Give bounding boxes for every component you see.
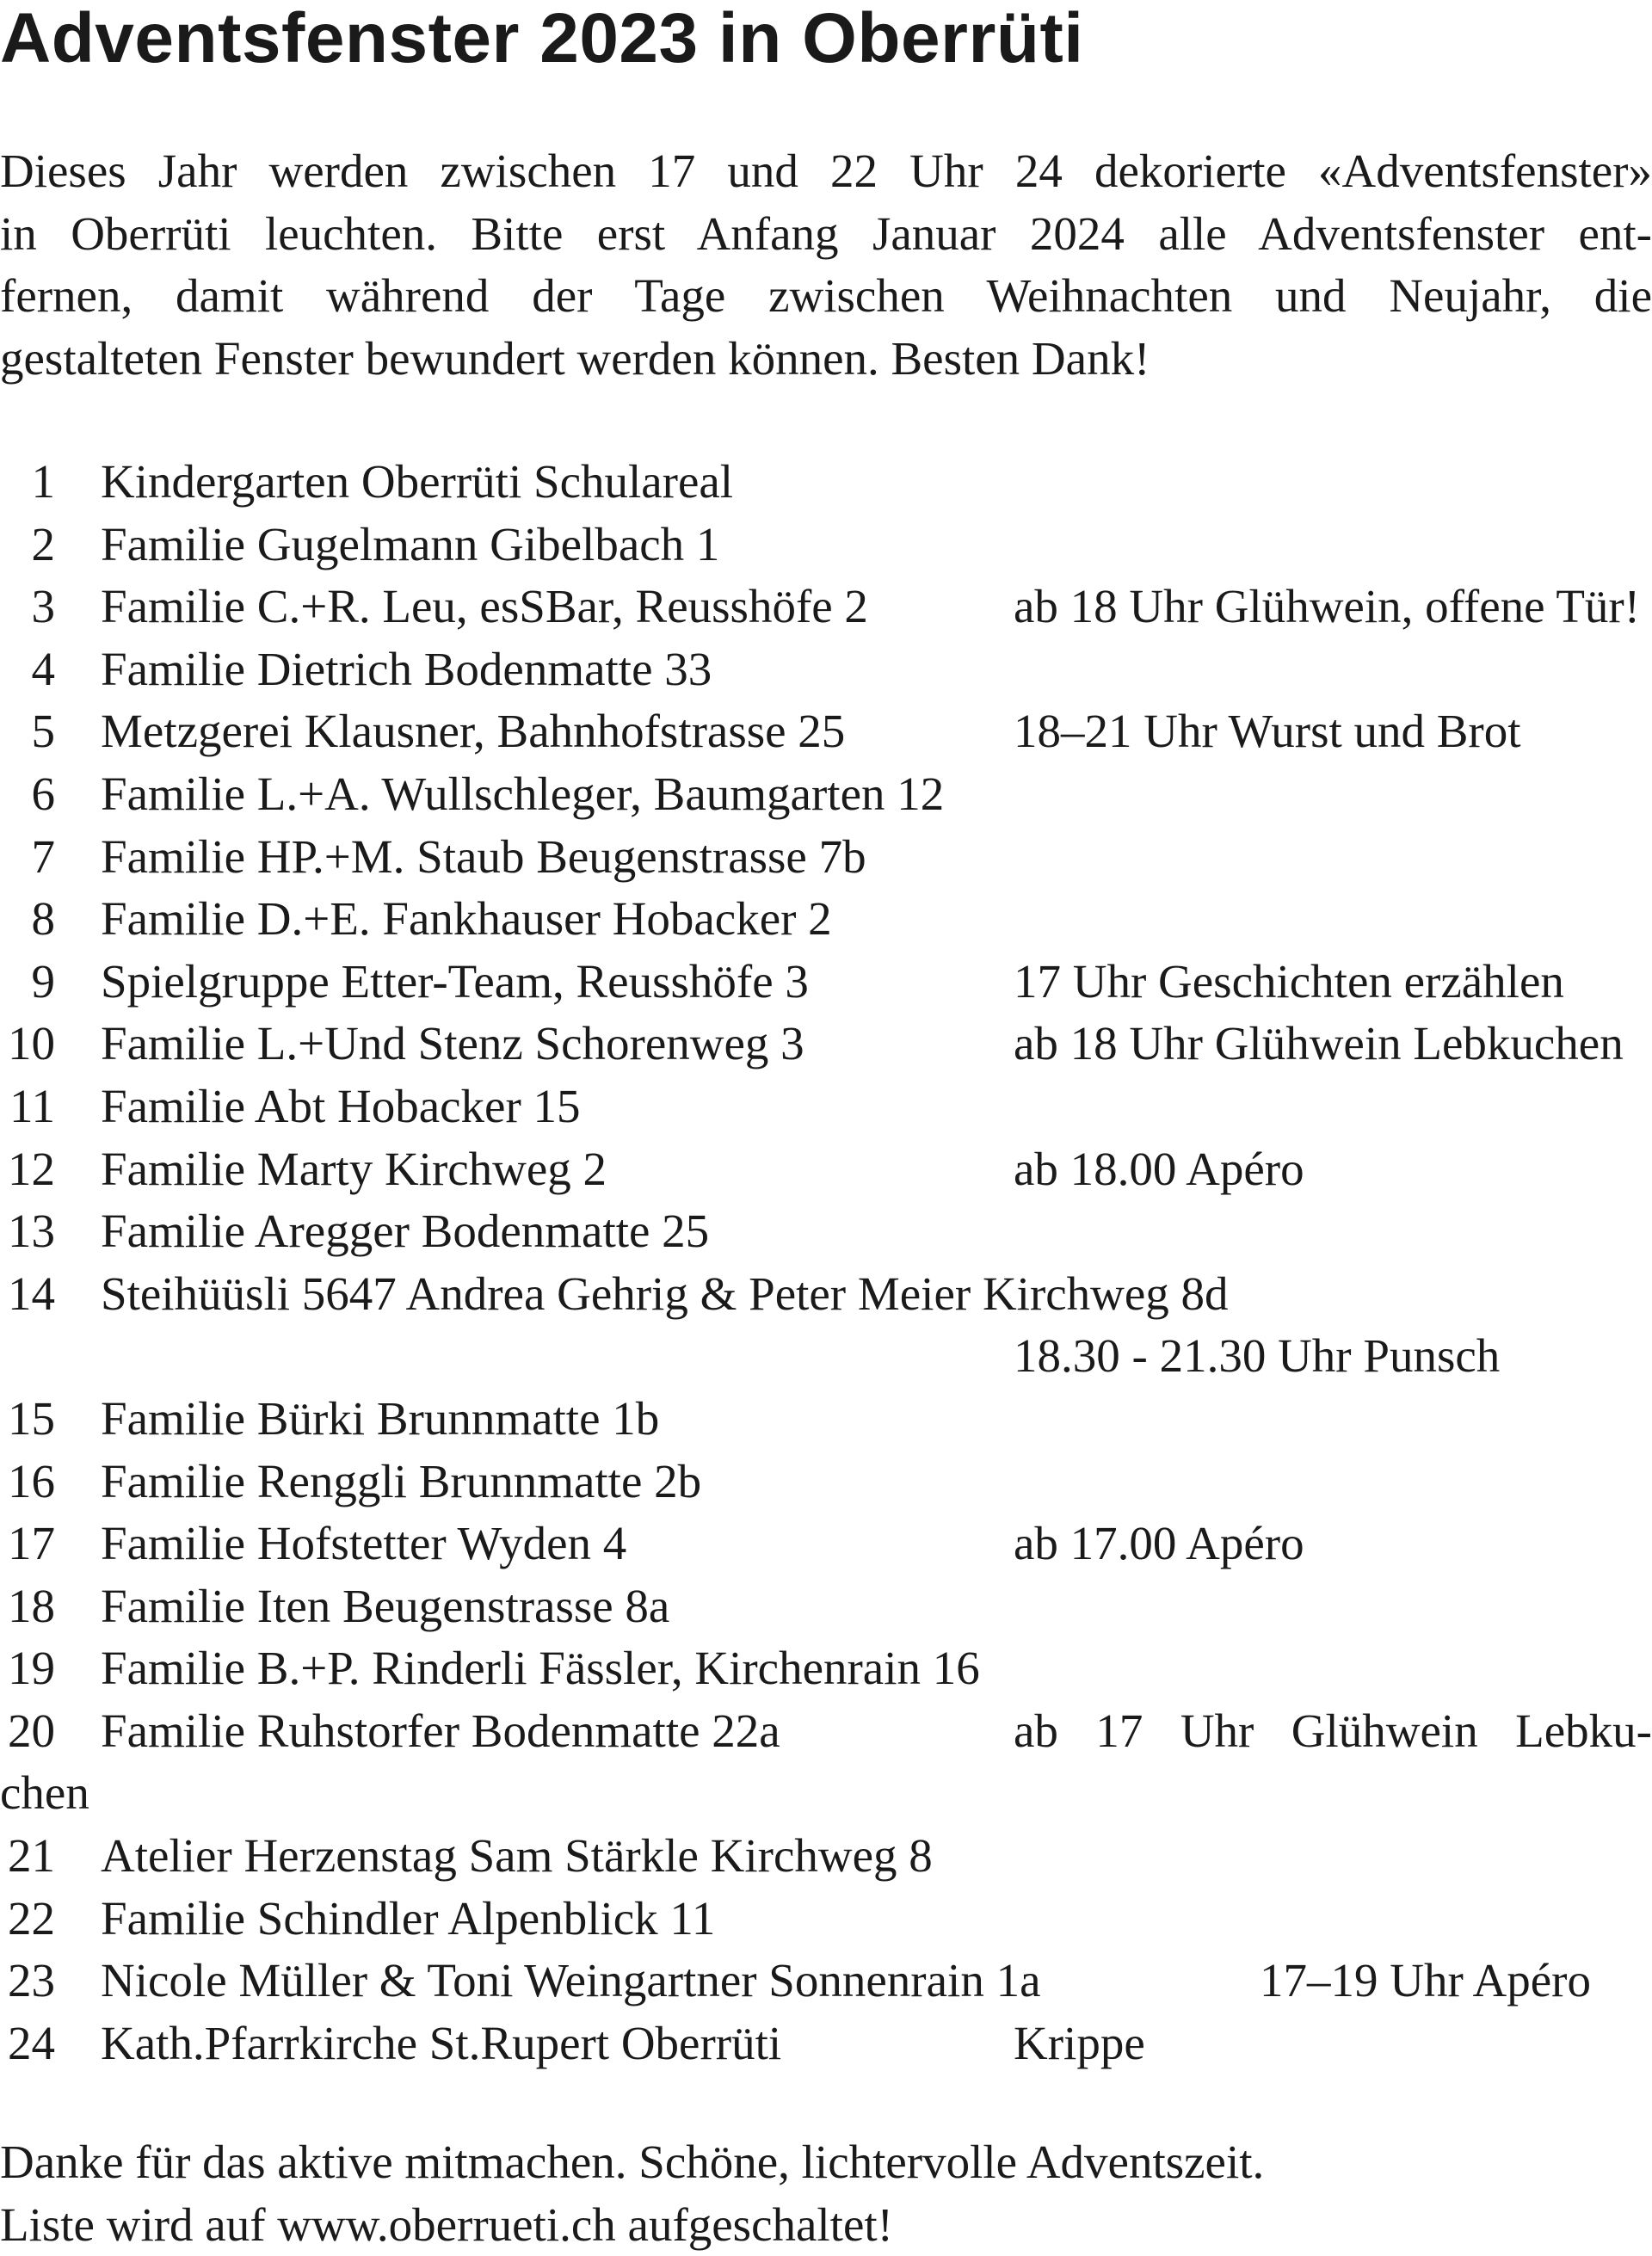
list-item-continuation: [0, 1325, 1652, 1388]
list-item-host: Familie Schindler Alpenblick 11: [101, 1888, 715, 1951]
list-item-host: Metzgerei Klausner, Bahnhofstrasse 25: [101, 700, 845, 763]
intro-line: in Oberrüti leuchten. Bitte erst Anfang Januar 2024 alle Adventsfenster ent-: [0, 203, 1652, 266]
list-item: [0, 1013, 1652, 1076]
page-title: Adventsfenster 2023 in Oberrüti: [0, 0, 1084, 77]
list-item: [0, 1637, 1652, 1700]
list-item-note: ab 18.00 Apéro: [1014, 1138, 1304, 1201]
list-item-host: Familie HP.+M. Staub Beugenstrasse 7b: [101, 826, 866, 889]
list-item: [0, 1950, 1652, 2013]
list-item-number: 9: [0, 951, 55, 1014]
list-item: [0, 826, 1652, 889]
list-item-number: 22: [0, 1888, 55, 1951]
list-item-number: 20: [0, 1700, 55, 1763]
list-item: [0, 1263, 1652, 1326]
list-item-host: Familie D.+E. Fankhauser Hobacker 2: [101, 888, 832, 951]
list-item: [0, 1825, 1652, 1888]
list-item: [0, 638, 1652, 701]
list-item-note: ab 18 Uhr Glühwein Lebkuchen: [1014, 1013, 1652, 1076]
list-item-host: Familie Bürki Brunnmatte 1b: [101, 1388, 659, 1451]
list-item-number: 11: [0, 1076, 55, 1138]
list-item: [0, 951, 1652, 1014]
list-item: [0, 1700, 1652, 1763]
list-item-number: 18: [0, 1575, 55, 1638]
list-item-note-continuation: chen: [0, 1762, 89, 1825]
list-item: [0, 1888, 1652, 1951]
list-item-number: 6: [0, 763, 55, 826]
list-item-number: 4: [0, 638, 55, 701]
advent-window-list: [0, 451, 1652, 2074]
intro-line: fernen, damit während der Tage zwischen Weihnachten und Neujahr, die: [0, 265, 1652, 328]
list-item-number: 8: [0, 888, 55, 951]
list-item-number: 5: [0, 700, 55, 763]
list-item-number: 12: [0, 1138, 55, 1201]
list-item-host: Familie B.+P. Rinderli Fässler, Kirchenrain 16: [101, 1637, 980, 1700]
intro-paragraph: [0, 140, 1652, 390]
list-item-number: 7: [0, 826, 55, 889]
list-item: [0, 1388, 1652, 1451]
list-item-note: 18.30 - 21.30 Uhr Punsch: [1014, 1325, 1500, 1388]
list-item-host: Familie Dietrich Bodenmatte 33: [101, 638, 712, 701]
list-item: [0, 1575, 1652, 1638]
list-item-number: 23: [0, 1950, 55, 2013]
list-item: [0, 1138, 1652, 1201]
list-item-host: Familie Renggli Brunnmatte 2b: [101, 1451, 701, 1513]
list-item: [0, 1513, 1652, 1575]
list-item-number: 17: [0, 1513, 55, 1575]
list-item-number: 2: [0, 514, 55, 576]
intro-line: Dieses Jahr werden zwischen 17 und 22 Uhr 24 dekorierte «Adventsfenster»: [0, 140, 1652, 203]
list-item-host: Familie Aregger Bodenmatte 25: [101, 1200, 709, 1263]
list-item-host: Kath.Pfarrkirche St.Rupert Oberrüti: [101, 2013, 781, 2075]
list-item-number: 14: [0, 1263, 55, 1326]
list-item-number: 21: [0, 1825, 55, 1888]
list-item-host: Steihüüsli 5647 Andrea Gehrig & Peter Meier Kirchweg 8d: [101, 1263, 1229, 1326]
closing-line: Danke für das aktive mitmachen. Schöne, lichtervolle Adventszeit.: [0, 2131, 1264, 2194]
closing-line: Liste wird auf www.oberrueti.ch aufgeschaltet!: [0, 2194, 1264, 2256]
list-item: [0, 700, 1652, 763]
list-item-note: 17 Uhr Geschichten erzählen: [1014, 951, 1652, 1014]
list-item-note: 18–21 Uhr Wurst und Brot: [1014, 700, 1521, 763]
list-item-number: 15: [0, 1388, 55, 1451]
list-item: [0, 1451, 1652, 1513]
list-item-host: Spielgruppe Etter-Team, Reusshöfe 3: [101, 951, 809, 1014]
list-item: [0, 1076, 1652, 1138]
list-item-host: Nicole Müller & Toni Weingartner Sonnenrain 1a: [101, 1950, 1040, 2013]
list-item: [0, 514, 1652, 576]
closing-text: [0, 2131, 1264, 2256]
list-item-note: ab 17.00 Apéro: [1014, 1513, 1304, 1575]
list-item-number: 3: [0, 576, 55, 638]
list-item-note: ab 18 Uhr Glühwein, offene Tür!: [1014, 576, 1652, 638]
list-item-host: Familie Ruhstorfer Bodenmatte 22a: [101, 1700, 780, 1763]
list-item: [0, 576, 1652, 638]
list-item-host: Familie Abt Hobacker 15: [101, 1076, 581, 1138]
list-item-number: 1: [0, 451, 55, 514]
list-item-note: ab 17 Uhr Glühwein Lebku-: [1014, 1700, 1652, 1763]
list-item-number: 10: [0, 1013, 55, 1076]
list-item-host: Familie Marty Kirchweg 2: [101, 1138, 607, 1201]
list-item-host: Atelier Herzenstag Sam Stärkle Kirchweg 8: [101, 1825, 933, 1888]
intro-line: gestalteten Fenster bewundert werden können. Besten Dank!: [0, 328, 1652, 391]
list-item: [0, 888, 1652, 951]
list-item-continuation: [0, 1762, 1652, 1825]
list-item-note: 17–19 Uhr Apéro: [1260, 1950, 1591, 2013]
list-item-note: Krippe: [1014, 2013, 1145, 2075]
list-item-host: Familie Gugelmann Gibelbach 1: [101, 514, 719, 576]
list-item-number: 24: [0, 2013, 55, 2075]
list-item-host: Kindergarten Oberrüti Schulareal: [101, 451, 733, 514]
list-item-number: 19: [0, 1637, 55, 1700]
list-item: [0, 1200, 1652, 1263]
list-item-host: Familie L.+Und Stenz Schorenweg 3: [101, 1013, 804, 1076]
list-item: [0, 2013, 1652, 2075]
list-item-host: Familie Hofstetter Wyden 4: [101, 1513, 626, 1575]
list-item-host: Familie C.+R. Leu, esSBar, Reusshöfe 2: [101, 576, 868, 638]
list-item-number: 13: [0, 1200, 55, 1263]
list-item: [0, 763, 1652, 826]
list-item: [0, 451, 1652, 514]
list-item-number: 16: [0, 1451, 55, 1513]
list-item-host: Familie L.+A. Wullschleger, Baumgarten 12: [101, 763, 944, 826]
list-item-host: Familie Iten Beugenstrasse 8a: [101, 1575, 669, 1638]
